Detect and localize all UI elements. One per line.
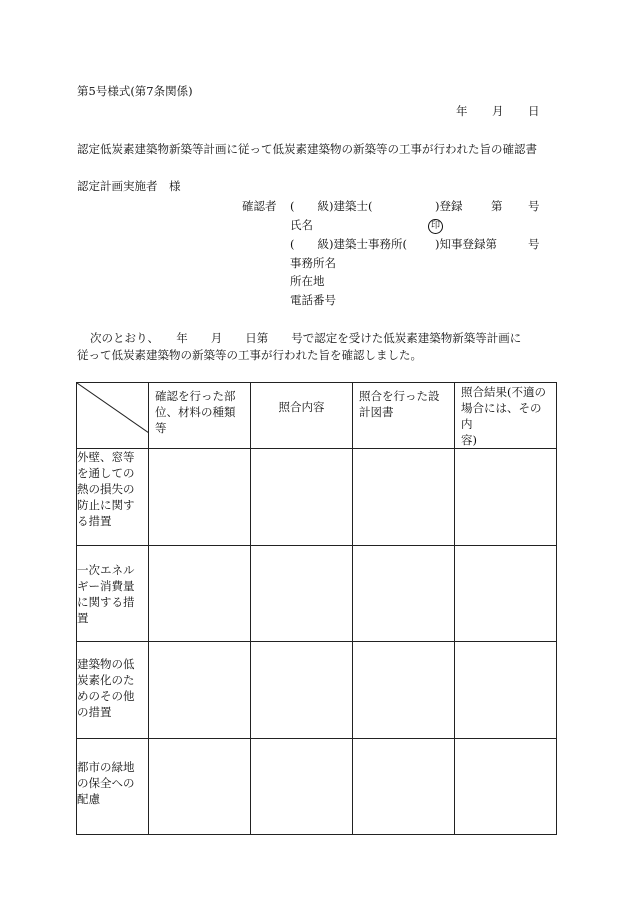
table-header-row xyxy=(77,383,557,449)
header-collation-result: 照合結果(不適の 場合には、その内 容) xyxy=(455,383,557,449)
cell-collation-result[interactable] xyxy=(455,739,557,835)
date-day: 日 xyxy=(528,104,540,118)
confirmer-label: 確認者 xyxy=(242,199,277,213)
cell-confirmed-parts[interactable] xyxy=(149,739,251,835)
architect-registration-b: )登録 xyxy=(435,199,463,213)
cell-confirmed-parts[interactable] xyxy=(149,642,251,739)
table-row xyxy=(77,546,557,642)
cell-design-documents[interactable] xyxy=(353,739,455,835)
address-label: 所在地 xyxy=(290,274,325,288)
cell-collation-content[interactable] xyxy=(251,739,353,835)
confirmation-table xyxy=(76,382,557,835)
cell-collation-result[interactable] xyxy=(455,642,557,739)
date-month: 月 xyxy=(492,104,504,118)
cell-collation-content[interactable] xyxy=(251,449,353,546)
addressee: 認定計画実施者 様 xyxy=(77,179,181,193)
body-text-line1: 次のとおり、 年 月 日第 号で認定を受けた低炭素建築物新築等計画に xyxy=(90,331,522,345)
phone-label: 電話番号 xyxy=(290,293,336,307)
architect-registration-a: ( 級)建築士( xyxy=(290,199,373,213)
seal-icon: 印 xyxy=(428,219,443,234)
office-registration-a: ( 級)建築士事務所( xyxy=(290,237,407,251)
office-name-label: 事務所名 xyxy=(290,256,336,270)
diagonal-corner-cell xyxy=(77,383,149,449)
header-collation-content: 照合内容 xyxy=(251,383,353,449)
row-label-urban-green: 都市の緑地 の保全への 配慮 xyxy=(77,739,149,835)
diagonal-line xyxy=(77,383,149,433)
cell-collation-result[interactable] xyxy=(455,546,557,642)
body-text-line2: 従って低炭素建築物の新築等の工事が行われた旨を確認しました。 xyxy=(77,348,422,362)
cell-collation-content[interactable] xyxy=(251,642,353,739)
office-registration-b: )知事登録第 xyxy=(435,237,497,251)
name-label: 氏名 xyxy=(290,218,313,232)
cell-design-documents[interactable] xyxy=(353,449,455,546)
date-year: 年 xyxy=(456,104,468,118)
office-registration-c: 号 xyxy=(528,237,540,251)
table-row xyxy=(77,449,557,546)
form-number: 第5号様式(第7条関係) xyxy=(77,84,193,98)
row-label-energy-consumption: 一次エネル ギー消費量 に関する措 置 xyxy=(77,546,149,642)
table-row xyxy=(77,642,557,739)
cell-design-documents[interactable] xyxy=(353,642,455,739)
architect-registration-c: 第 xyxy=(491,199,503,213)
architect-registration-d: 号 xyxy=(528,199,540,213)
cell-collation-result[interactable] xyxy=(455,449,557,546)
row-label-heat-loss: 外壁、窓等 を通しての 熱の損失の 防止に関す る措置 xyxy=(77,449,149,546)
cell-confirmed-parts[interactable] xyxy=(149,449,251,546)
row-label-other-low-carbon: 建築物の低 炭素化のた めのその他 の措置 xyxy=(77,642,149,739)
table-row xyxy=(77,739,557,835)
header-design-documents: 照合を行った設 計図書 xyxy=(353,383,455,449)
cell-design-documents[interactable] xyxy=(353,546,455,642)
seal-mark xyxy=(428,217,443,234)
cell-collation-content[interactable] xyxy=(251,546,353,642)
cell-confirmed-parts[interactable] xyxy=(149,546,251,642)
header-confirmed-parts: 確認を行った部 位、材料の種類等 xyxy=(149,383,251,449)
document-title: 認定低炭素建築物新築等計画に従って低炭素建築物の新築等の工事が行われた旨の確認書 xyxy=(77,142,537,156)
